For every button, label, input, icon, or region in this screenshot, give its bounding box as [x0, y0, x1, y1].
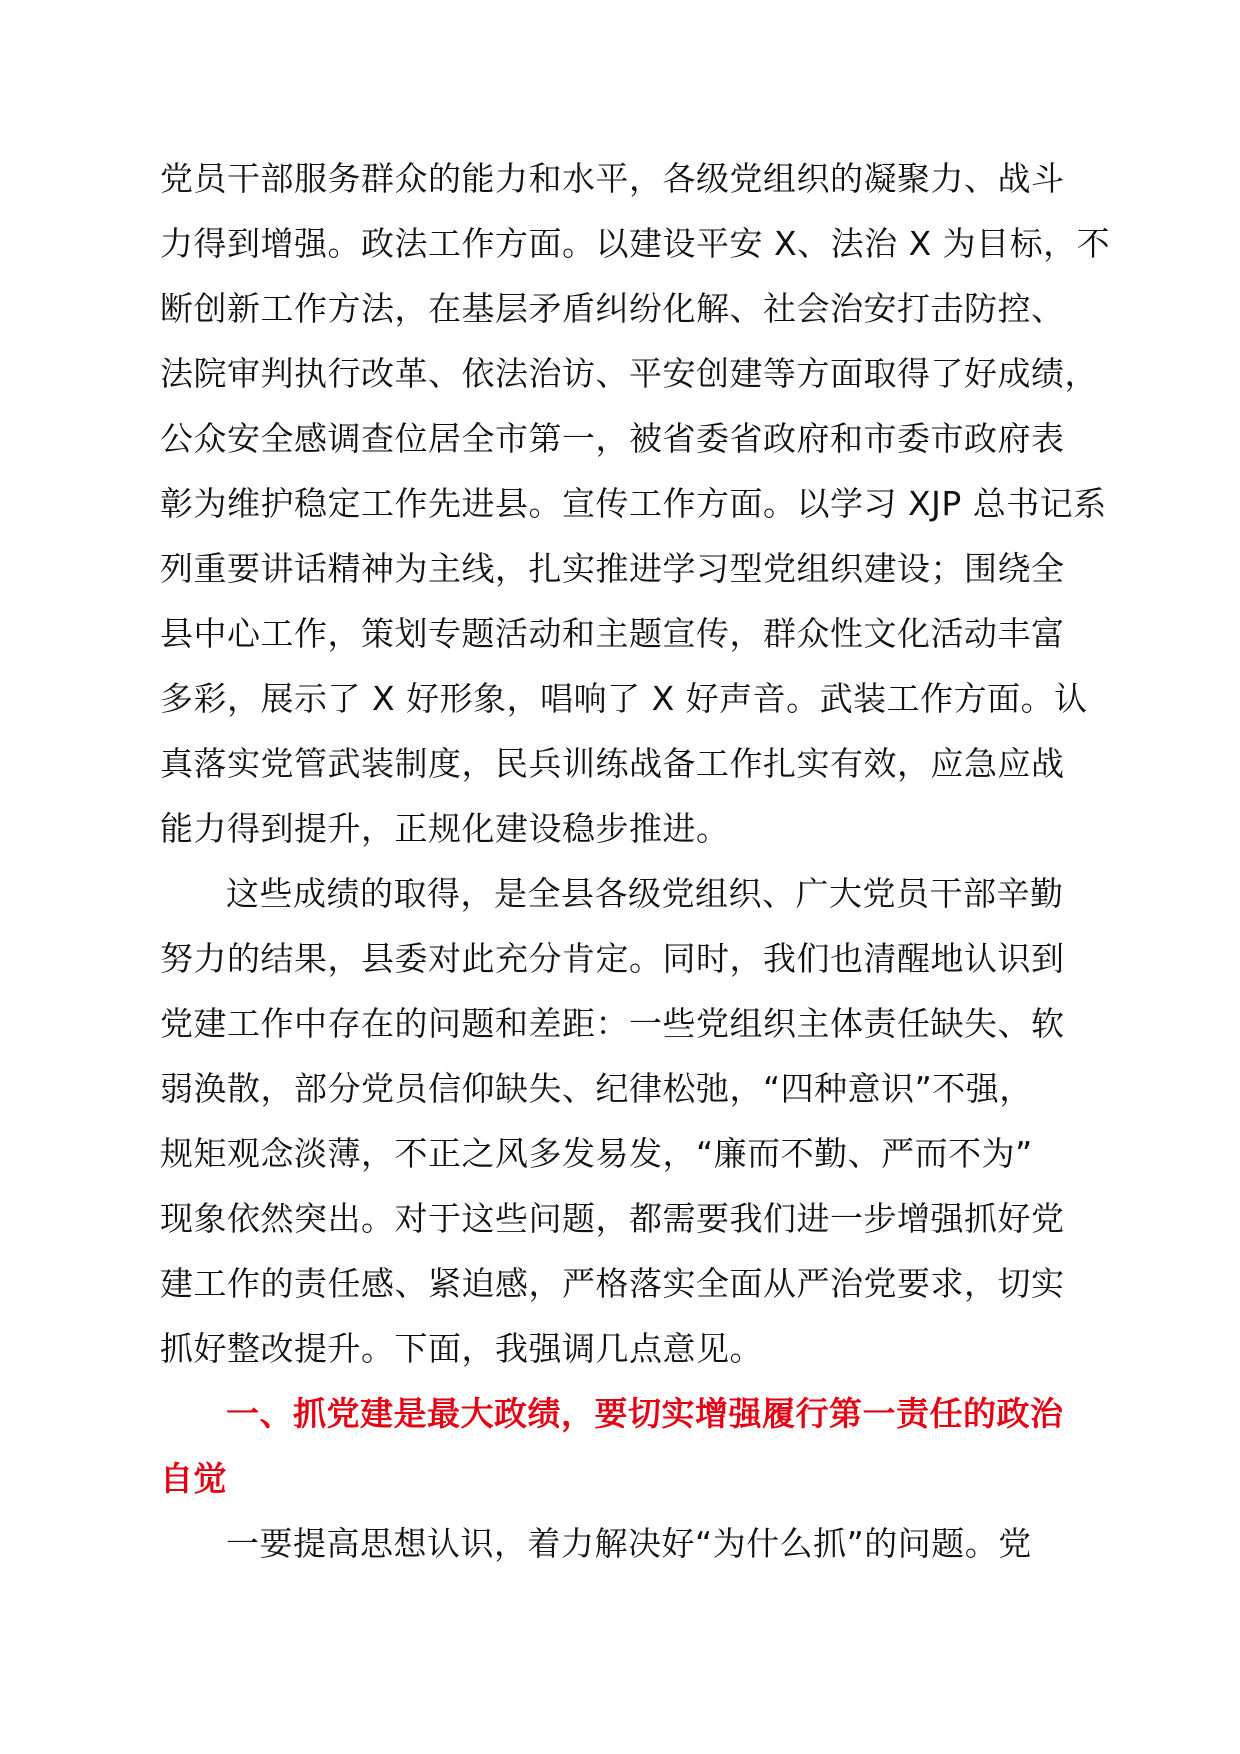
paragraph-line: 彰为维护稳定工作先进县。宣传工作方面。以学习 XJP 总书记系 — [160, 484, 1107, 523]
paragraph-line: 党建工作中存在的问题和差距：一些党组织主体责任缺失、软 — [160, 1004, 1065, 1043]
paragraph-line: 弱涣散，部分党员信仰缺失、纪律松弛，“四种意识”不强， — [160, 1069, 1033, 1108]
paragraph-line: 法院审判执行改革、依法治访、平安创建等方面取得了好成绩， — [160, 354, 1098, 393]
paragraph-line: 努力的结果，县委对此充分肯定。同时，我们也清醒地认识到 — [160, 939, 1065, 978]
paragraph-first-line: 一要提高思想认识，着力解决好“为什么抓”的问题。党 — [226, 1524, 1032, 1563]
paragraph-line: 县中心工作，策划专题活动和主题宣传，群众性文化活动丰富 — [160, 614, 1065, 653]
paragraph-line: 真落实党管武装制度，民兵训练战备工作扎实有效，应急应战 — [160, 744, 1065, 783]
paragraph-line: 断创新工作方法，在基层矛盾纠纷化解、社会治安打击防控、 — [160, 289, 1065, 328]
document-body — [160, 146, 1111, 1576]
paragraph-1 — [160, 146, 1111, 861]
section-heading — [160, 1381, 1100, 1511]
paragraph-line: 建工作的责任感、紧迫感，严格落实全面从严治党要求，切实 — [160, 1264, 1065, 1303]
paragraph-3 — [160, 1511, 1100, 1576]
paragraph-line: 现象依然突出。对于这些问题，都需要我们进一步增强抓好党 — [160, 1199, 1065, 1238]
paragraph-first-line: 这些成绩的取得，是全县各级党组织、广大党员干部辛勤 — [226, 874, 1064, 913]
paragraph-line: 列重要讲话精神为主线，扎实推进学习型党组织建设；围绕全 — [160, 549, 1065, 588]
paragraph-line: 能力得到提升，正规化建设稳步推进。 — [160, 809, 730, 848]
paragraph-line: 规矩观念淡薄，不正之风多发易发，“廉而不勤、严而不为” — [160, 1134, 1033, 1173]
section-heading-line: 一、抓党建是最大政绩，要切实增强履行第一责任的政治 — [226, 1394, 1064, 1433]
paragraph-line: 公众安全感调查位居全市第一，被省委省政府和市委市政府表 — [160, 419, 1065, 458]
paragraph-line: 抓好整改提升。下面，我强调几点意见。 — [160, 1329, 763, 1368]
paragraph-2 — [160, 861, 1100, 1381]
paragraph-line: 多彩，展示了 X 好形象，唱响了 X 好声音。武装工作方面。认 — [160, 679, 1088, 718]
paragraph-line: 力得到增强。政法工作方面。以建设平安 X、法治 X 为目标，不 — [160, 224, 1111, 263]
section-heading-line: 自觉 — [160, 1459, 227, 1498]
paragraph-line: 党员干部服务群众的能力和水平，各级党组织的凝聚力、战斗 — [160, 159, 1065, 198]
